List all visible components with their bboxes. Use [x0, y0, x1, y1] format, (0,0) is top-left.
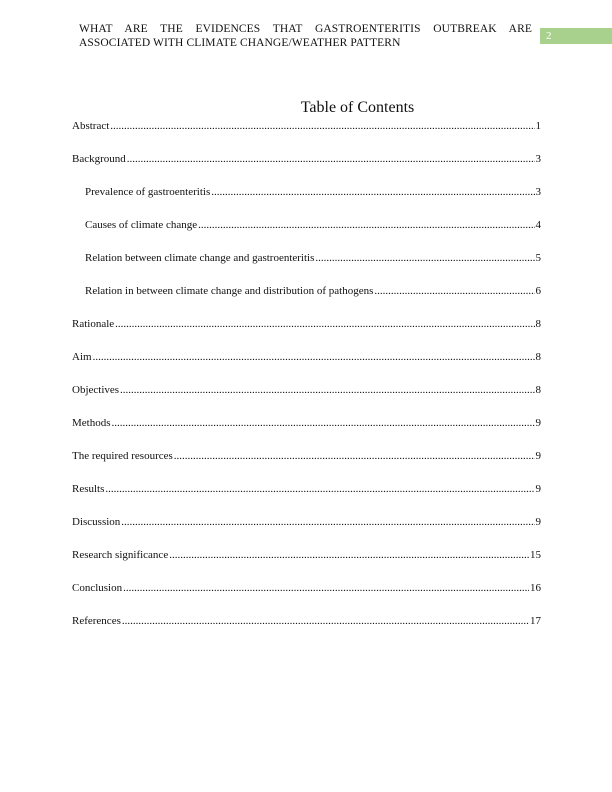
- toc-entry-page: 17: [530, 615, 541, 627]
- toc-title: Table of Contents: [300, 99, 415, 116]
- toc-entry-page: 3: [535, 186, 541, 198]
- toc-entry-relation-gastro[interactable]: [72, 251, 541, 284]
- toc-entry-conclusion[interactable]: [72, 581, 541, 614]
- toc-leader-dots: [122, 614, 529, 628]
- toc-entry-prevalence[interactable]: [72, 185, 541, 218]
- toc-entry-page: 8: [535, 318, 541, 330]
- running-header: WHAT ARE THE EVIDENCES THAT GASTROENTERITIS OUTBREAK ARE ASSOCIATED WITH CLIMATE CHANGE/WEATHER PATTERN: [79, 23, 532, 49]
- toc-leader-dots: [315, 251, 534, 265]
- page-number-badge: 2: [540, 28, 612, 44]
- toc-entry-page: 9: [535, 483, 541, 495]
- toc-entry-label: Methods: [72, 417, 111, 429]
- toc-entry-label: Discussion: [72, 516, 121, 528]
- toc-leader-dots: [123, 581, 529, 595]
- toc-entry-label: Prevalence of gastroenteritis: [85, 186, 211, 198]
- toc-entry-methods[interactable]: [72, 416, 541, 449]
- toc-leader-dots: [110, 119, 534, 133]
- toc-entry-label: Abstract: [72, 120, 110, 132]
- toc-leader-dots: [115, 317, 534, 331]
- toc-entry-page: 1: [535, 120, 541, 132]
- toc-leader-dots: [198, 218, 534, 232]
- toc-entry-page: 9: [535, 516, 541, 528]
- toc-entry-page: 5: [535, 252, 541, 264]
- toc-leader-dots: [120, 383, 534, 397]
- toc-entry-page: 9: [535, 450, 541, 462]
- toc-entry-resources[interactable]: [72, 449, 541, 482]
- toc-entry-label: References: [72, 615, 121, 627]
- toc-entry-page: 15: [530, 549, 541, 561]
- toc-entry-relation-pathogens[interactable]: [72, 284, 541, 317]
- toc-entry-objectives[interactable]: [72, 383, 541, 416]
- toc-leader-dots: [127, 152, 535, 166]
- toc-entry-label: Relation between climate change and gastroenteritis: [85, 252, 315, 264]
- toc-leader-dots: [211, 185, 534, 199]
- toc-entry-results[interactable]: [72, 482, 541, 515]
- toc-leader-dots: [174, 449, 535, 463]
- toc-entry-background[interactable]: [72, 152, 541, 185]
- toc-entry-label: The required resources: [72, 450, 173, 462]
- toc-entry-causes[interactable]: [72, 218, 541, 251]
- toc-entry-label: Research significance: [72, 549, 169, 561]
- toc-entry-page: 4: [535, 219, 541, 231]
- toc-leader-dots: [374, 284, 534, 298]
- toc-entry-label: Rationale: [72, 318, 115, 330]
- toc-entry-page: 8: [535, 384, 541, 396]
- toc-entry-label: Conclusion: [72, 582, 123, 594]
- toc-entry-references[interactable]: [72, 614, 541, 647]
- toc-leader-dots: [112, 416, 535, 430]
- toc-entry-abstract[interactable]: [72, 119, 541, 152]
- toc-entry-page: 8: [535, 351, 541, 363]
- toc-entry-page: 3: [535, 153, 541, 165]
- toc-entry-rationale[interactable]: [72, 317, 541, 350]
- toc-entry-aim[interactable]: [72, 350, 541, 383]
- toc-entry-label: Objectives: [72, 384, 120, 396]
- toc-entry-page: 6: [535, 285, 541, 297]
- toc-entry-label: Relation in between climate change and distribution of pathogens: [85, 285, 374, 297]
- toc-entry-page: 9: [535, 417, 541, 429]
- toc-leader-dots: [105, 482, 534, 496]
- toc-leader-dots: [93, 350, 535, 364]
- toc-entry-label: Background: [72, 153, 126, 165]
- toc-leader-dots: [169, 548, 529, 562]
- toc-leader-dots: [121, 515, 534, 529]
- toc-entry-label: Results: [72, 483, 105, 495]
- toc-entry-label: Aim: [72, 351, 92, 363]
- toc-entry-significance[interactable]: [72, 548, 541, 581]
- toc-entry-discussion[interactable]: [72, 515, 541, 548]
- toc-entry-label: Causes of climate change: [85, 219, 198, 231]
- table-of-contents: [72, 119, 541, 647]
- toc-entry-page: 16: [530, 582, 541, 594]
